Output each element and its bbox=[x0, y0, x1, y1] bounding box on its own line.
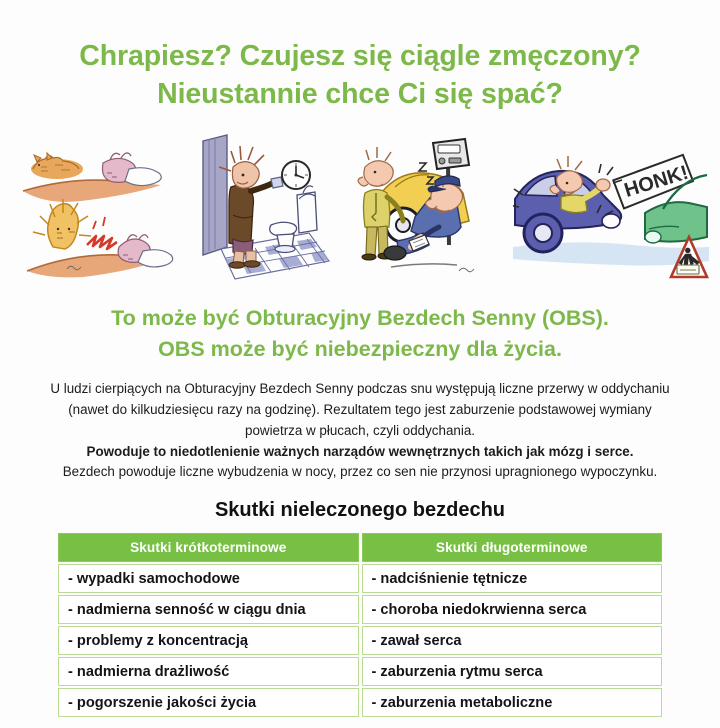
body-line-1: U ludzi cierpiących na Obturacyjny Bezdech Senny podczas snu występują liczne przerwy w oddychaniu bbox=[50, 381, 670, 397]
cell-short-term-5: - pogorszenie jakości życia bbox=[58, 688, 359, 717]
cell-short-term-3: - problemy z koncentracją bbox=[58, 626, 359, 655]
body-line-2: (nawet do kilkudziesięcu razy na godzinę). Rezultatem tego jest zaburzenie podstawowej wymiany bbox=[68, 402, 652, 418]
headline-line-1: Chrapiesz? Czujesz się ciągle zmęczony? bbox=[79, 40, 641, 72]
headline bbox=[0, 0, 720, 113]
body-line-5: Bezdech powoduje liczne wybudzenia w nocy, przez co sen nie przynosi upragnionego wypoczynku. bbox=[62, 464, 658, 480]
subheadline-line-1: To może być Obturacyjny Bezdech Senny (OBS). bbox=[111, 306, 609, 331]
table-row bbox=[58, 564, 662, 593]
subheadline-line-2: OBS może być niebezpieczny dla życia. bbox=[158, 336, 562, 361]
body-line-3: powietrza w płucach, czyli oddychania. bbox=[245, 422, 475, 438]
illustration-man-awake-in-bathroom-at-night bbox=[193, 129, 333, 281]
illustration-car-crash-honk bbox=[513, 129, 709, 281]
cell-short-term-1: - wypadki samochodowe bbox=[58, 564, 359, 593]
table-row bbox=[58, 595, 662, 624]
cell-long-term-3: - zawał serca bbox=[362, 626, 663, 655]
table-row bbox=[58, 688, 662, 717]
illustration-cat-startled-by-snoring-sleeper bbox=[11, 129, 179, 281]
table-row bbox=[58, 626, 662, 655]
table-header-long-term: Skutki długoterminowe bbox=[362, 533, 663, 562]
cell-short-term-2: - nadmierna senność w ciągu dnia bbox=[58, 595, 359, 624]
body-line-4-emphasis: Powoduje to niedotlenienie ważnych narządów wewnętrznych takich jak mózg i serce. bbox=[86, 443, 634, 459]
body-copy bbox=[0, 379, 720, 483]
subheadline bbox=[0, 303, 720, 364]
headline-line-2: Nieustannie chce Ci się spać? bbox=[157, 77, 563, 110]
illustration-parking-attendant-asleep-on-ground bbox=[347, 129, 499, 281]
effects-table-title: Skutki nieleczonego bezdechu bbox=[214, 499, 506, 522]
cell-long-term-1: - nadciśnienie tętnicze bbox=[362, 564, 663, 593]
honk-text: HONK! bbox=[621, 161, 691, 203]
illustration-strip bbox=[0, 129, 720, 281]
cell-long-term-4: - zaburzenia rytmu serca bbox=[362, 657, 663, 686]
cell-long-term-5: - zaburzenia metaboliczne bbox=[362, 688, 663, 717]
table-header-short-term: Skutki krótkoterminowe bbox=[58, 533, 359, 562]
table-row bbox=[58, 657, 662, 686]
table-header-row bbox=[58, 533, 662, 562]
effects-table bbox=[55, 531, 665, 719]
cell-short-term-4: - nadmierna drażliwość bbox=[58, 657, 359, 686]
cell-long-term-2: - choroba niedokrwienna serca bbox=[362, 595, 663, 624]
